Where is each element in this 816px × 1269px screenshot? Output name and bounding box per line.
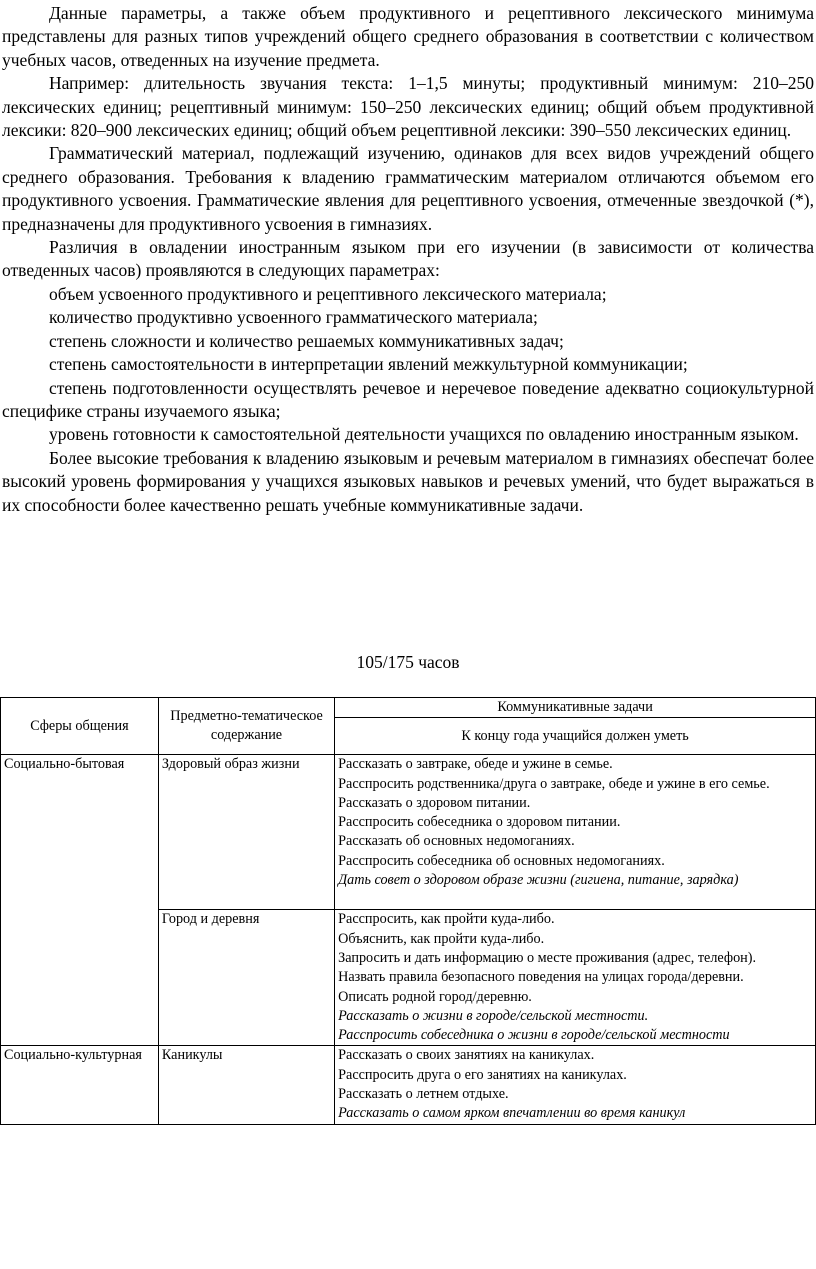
task-item: Расспросить собеседника об основных недомоганиях. bbox=[338, 852, 665, 869]
task-item: Расспросить друга о его занятиях на каникулах. bbox=[338, 1066, 627, 1083]
topic-cell: Здоровый образ жизни bbox=[158, 755, 334, 910]
task-item-italic: Рассказать о жизни в городе/сельской местности. bbox=[338, 1007, 649, 1024]
task-item: Рассказать о летнем отдыхе. bbox=[338, 1086, 509, 1103]
paragraph-9: степень подготовленности осуществлять речевое и неречевое поведение адекватно социокультурной специфике страны изучаемого языка; bbox=[2, 377, 814, 421]
task-item: Описать родной город/деревню. bbox=[338, 988, 532, 1005]
header-sphere: Сферы общения bbox=[1, 698, 159, 755]
topic-cell: Город и деревня bbox=[158, 910, 334, 1046]
body-text bbox=[2, 2, 814, 517]
tasks-cell bbox=[335, 755, 816, 910]
paragraph-3: Грамматический материал, подлежащий изучению, одинаков для всех видов учреждений общего среднего образования. Требования к владению грамматическим материалом отличаются объемом его продуктивного усвоения. Грамматические явления для рецептивного усвоения, отмеченные звездочкой (*), предназначены для продуктивного усвоения в гимназиях. bbox=[2, 143, 814, 234]
paragraph-8: степень самостоятельности в интерпретации явлений межкультурной коммуникации; bbox=[49, 354, 688, 375]
paragraph-5: объем усвоенного продуктивного и рецептивного лексического материала; bbox=[49, 283, 607, 304]
paragraph-2: Например: длительность звучания текста: 1–1,5 минуты; продуктивный минимум: 210–250 лексических единиц; рецептивный минимум: 150–250 лексических единиц; общий объем продуктивной лексики: 820–900 лексических единиц; общий объем рецептивной лексики: 390–550 лексических единиц. bbox=[2, 73, 814, 141]
paragraph-6: количество продуктивно усвоенного грамматического материала; bbox=[49, 307, 538, 328]
table-row bbox=[1, 755, 816, 910]
task-item: Рассказать о здоровом питании. bbox=[338, 794, 531, 811]
task-item: Расспросить собеседника о здоровом питании. bbox=[338, 814, 621, 831]
paragraph-11: Более высокие требования к владению языковым и речевым материалом в гимназиях обеспечат более высокий уровень формирования у учащихся языковых навыков и речевых умений, что будет выражаться в их способности более качественно решать учебные коммуникативные задачи. bbox=[2, 447, 814, 515]
header-row bbox=[1, 698, 816, 718]
task-item: Рассказать о завтраке, обеде и ужине в семье. bbox=[338, 756, 613, 773]
sphere-cell: Социально-культурная bbox=[1, 1046, 159, 1124]
header-topic: Предметно-тематическое содержание bbox=[158, 698, 334, 755]
header-tasks-sub: К концу года учащийся должен уметь bbox=[335, 718, 816, 755]
paragraph-4: Различия в овладении иностранным языком при его изучении (в зависимости от количества отведенных часов) проявляются в следующих параметрах: bbox=[2, 237, 814, 281]
task-item-italic: Рассказать о самом ярком впечатлении во время каникул bbox=[338, 1105, 686, 1122]
task-item: Рассказать об основных недомоганиях. bbox=[338, 833, 575, 850]
topic-cell: Каникулы bbox=[158, 1046, 334, 1124]
table-row bbox=[1, 1046, 816, 1124]
tasks-cell bbox=[335, 910, 816, 1046]
task-item-italic: Расспросить собеседника о жизни в городе/сельской местности bbox=[338, 1027, 730, 1044]
paragraph-7: степень сложности и количество решаемых коммуникативных задач; bbox=[49, 330, 564, 351]
hours-title: 105/175 часов bbox=[356, 652, 460, 672]
task-item: Назвать правила безопасного поведения на улицах города/деревни. bbox=[338, 969, 744, 986]
paragraph-10: уровень готовности к самостоятельной деятельности учащихся по овладению иностранным языком. bbox=[49, 424, 799, 445]
task-item-italic: Дать совет о здоровом образе жизни (гигиена, питание, зарядка) bbox=[338, 872, 739, 889]
task-item: Рассказать о своих занятиях на каникулах. bbox=[338, 1047, 595, 1064]
paragraph-1: Данные параметры, а также объем продуктивного и рецептивного лексического минимума представлены для разных типов учреждений общего среднего образования в соответствии с количеством учебных часов, отведенных на изучение предмета. bbox=[2, 3, 814, 70]
sphere-cell: Социально-бытовая bbox=[1, 755, 159, 1046]
curriculum-table bbox=[0, 697, 816, 1125]
tasks-cell bbox=[335, 1046, 816, 1124]
task-item: Расспросить родственника/друга о завтраке, обеде и ужине в его семье. bbox=[338, 775, 770, 792]
task-item: Расспросить, как пройти куда-либо. bbox=[338, 911, 555, 928]
task-item: Объяснить, как пройти куда-либо. bbox=[338, 930, 545, 947]
task-item: Запросить и дать информацию о месте проживания (адрес, телефон). bbox=[338, 949, 757, 966]
header-tasks: Коммуникативные задачи bbox=[335, 698, 816, 718]
